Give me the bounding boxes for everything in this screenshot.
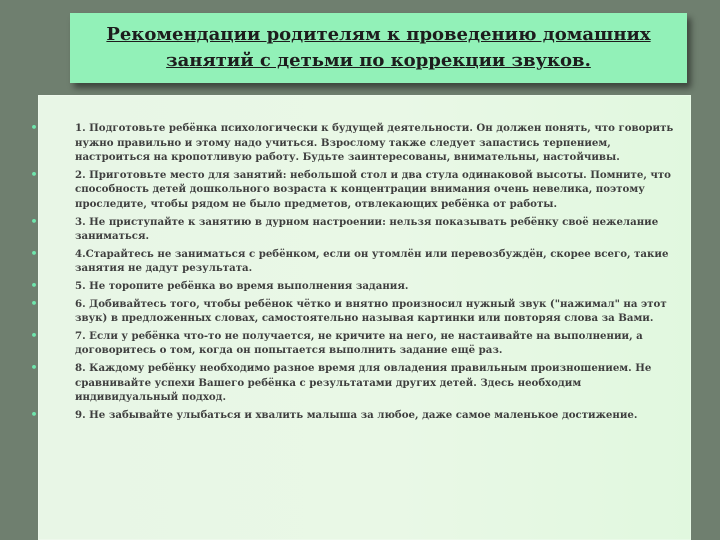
title-panel: [70, 13, 687, 83]
list-item: [30, 360, 675, 405]
list-item: [30, 214, 675, 244]
bullet-icon: •: [30, 328, 38, 342]
slide-title: Рекомендации родителям к проведению домашних занятий с детьми по коррекции звуков.: [106, 24, 651, 71]
list-item: [30, 246, 675, 276]
item-text: 5. Не торопите ребёнка во время выполнения задания.: [75, 279, 409, 292]
bullet-icon: •: [30, 214, 38, 228]
list-item: [30, 328, 675, 358]
bullet-icon: •: [30, 296, 38, 310]
bullet-icon: •: [30, 121, 38, 134]
list-item: [30, 121, 675, 165]
list-item: [30, 167, 675, 212]
item-text: 6. Добивайтесь того, чтобы ребёнок чётко и внятно произносил нужный звук ("нажимал" на этот звук) в предложенных словах, самостоятельно называя картинки или повторяя слова за Вами.: [75, 297, 667, 325]
list-item: [30, 407, 675, 423]
content-panel: [30, 95, 691, 540]
item-text: 8. Каждому ребёнку необходимо разное время для овладения правильным произношением. Не сравнивайте успехи Вашего ребёнка с результатами других детей. Здесь необходим индивидуальный подход.: [75, 361, 652, 404]
bullet-icon: •: [30, 407, 38, 421]
item-text: 1. Подготовьте ребёнка психологически к будущей деятельности. Он должен понять, что говорить нужно правильно и этому надо учиться. Взрослому также следует запастись терпением, настроиться на кропотливую работу. Будьте заинтересованы, внимательны, настойчивы.: [75, 122, 674, 164]
bullet-icon: •: [30, 360, 38, 374]
bullet-icon: •: [30, 167, 38, 181]
item-text: 9. Не забывайте улыбаться и хвалить малыша за любое, даже самое маленькое достижение.: [75, 408, 638, 421]
item-text: 3. Не приступайте к занятию в дурном настроении: нельзя показывать ребёнку своё нежелание заниматься.: [75, 215, 659, 243]
bullet-icon: •: [30, 246, 38, 260]
list-item: [30, 296, 675, 326]
bullet-icon: •: [30, 278, 38, 292]
recommendation-list: [30, 95, 691, 422]
list-item: [30, 278, 675, 294]
item-text: 4.Старайтесь не заниматься с ребёнком, если он утомлён или перевозбуждён, скорее всего, такие занятия не дадут результата.: [75, 247, 669, 275]
item-text: 7. Если у ребёнка что-то не получается, не кричите на него, не настаивайте на выполнении, а договоритесь о том, когда он попытается выполнить задание ещё раз.: [75, 329, 643, 357]
item-text: 2. Приготовьте место для занятий: небольшой стол и два стула одинаковой высоты. Помните, что способность детей дошкольного возраста к концентрации внимания очень невелика, поэтому проследите, чтобы рядом не было предметов, отвлекающих ребёнка от работы.: [75, 168, 671, 210]
